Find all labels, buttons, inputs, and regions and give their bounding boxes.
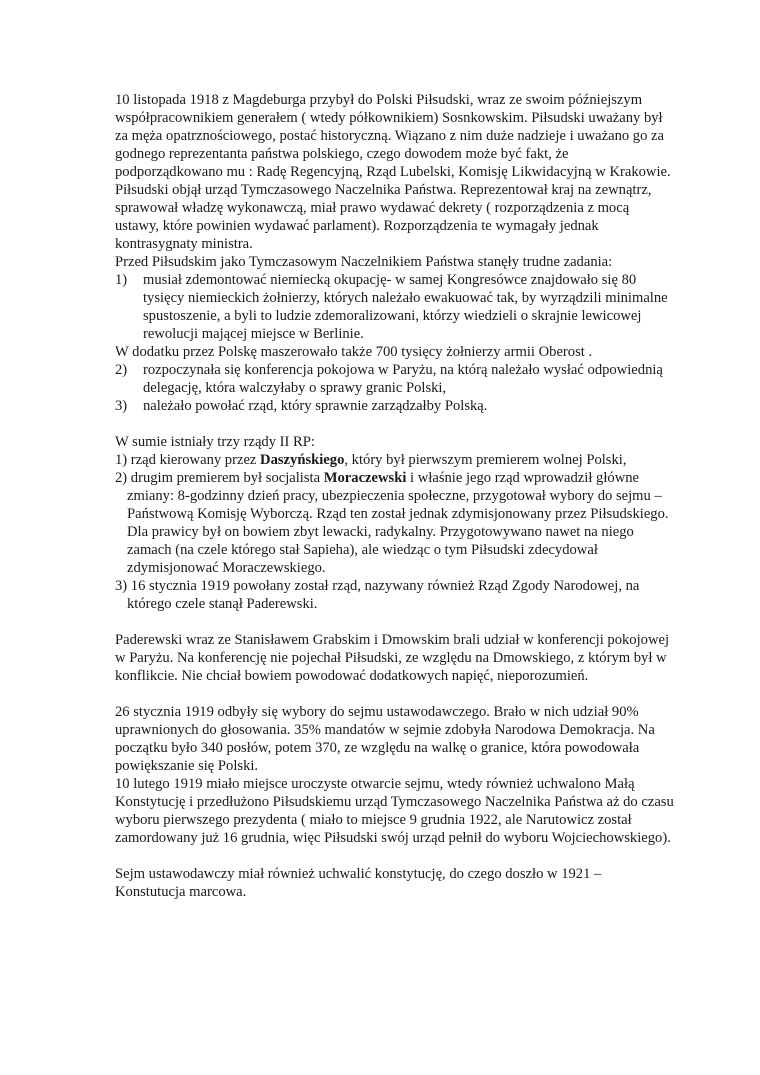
paragraph-oberost: W dodatku przez Polskę maszerowało także 700 tysięcy żołnierzy armii Oberost . xyxy=(115,344,593,360)
list-number: 3) xyxy=(115,398,128,414)
list-text: należało powołać rząd, który sprawnie zarządzałby Polską. xyxy=(143,398,488,414)
list-number: 1) xyxy=(115,272,128,288)
list-text: musiał zdemontować niemiecką okupację- w samej Kongresówce znajdowało się 80 tysięcy niemieckich żołnierzy, których należało ewakuować tak, by wyrządzili minimalne spustoszenie, a byli to ludzie zdemoralizowani, którzy wiedzieli o skrajnie lewicowej rewolucji mającej miejsce w Berlinie. xyxy=(143,272,668,342)
list-text: rozpoczynała się konferencja pokojowa w Paryżu, na którą należało wysłać odpowiednią delegację, która walczyłaby o sprawy granic Polski, xyxy=(143,362,663,396)
government-item-1 xyxy=(115,451,675,469)
blank-line xyxy=(115,685,675,703)
text-fragment: 1) rząd kierowany przez xyxy=(115,452,261,468)
paragraph-governments-intro: W sumie istniały trzy rządy II RP: xyxy=(115,434,315,450)
paragraph-sejm-opening: 10 lutego 1919 miało miejsce uroczyste otwarcie sejmu, wtedy również uchwalono Małą Konstytucję i przedłużono Piłsudskiemu urząd Tymczasowego Naczelnika Państwa aż do czasu wyboru pierwszego prezydenta ( miało to miejsce 9 grudnia 1922, ale Narutowicz został zamordowany już 16 grudnia, więc Piłsudski swój urząd pełnił do wyboru Wojciechowskiego). xyxy=(115,776,674,846)
paragraph-naczelnik: Piłsudski objął urząd Tymczasowego Naczelnika Państwa. Reprezentował kraj na zewnątrz, sprawował władzę wykonawczą, miał prawo wydawać dekrety ( rozporządzenia z mocą ustawy, które powinien wydawać parlament). Rozporządzenia te wymagały jednak kontrasygnaty ministra. xyxy=(115,182,652,252)
paragraph-arrival: 10 listopada 1918 z Magdeburga przybył do Polski Piłsudski, wraz ze swoim późniejszym współpracownikiem generałem ( wtedy półkownikiem) Sosnkowskim. Piłsudski uważany był za męża opatrznościowego, postać historyczną. Wiązano z nim duże nadzieje i uważano go za godnego reprezentanta państwa polskiego, czego dowodem może być fakt, że podporządkowano mu : Radę Regencyjną, Rząd Lubelski, Komisję Likwidacyjną w Krakowie. xyxy=(115,92,671,180)
task-item-2 xyxy=(115,361,675,397)
task-item-3 xyxy=(115,397,675,415)
document-page xyxy=(115,91,675,901)
list-number: 2) xyxy=(115,362,128,378)
government-item-2 xyxy=(115,469,675,577)
paragraph-paderewski: Paderewski wraz ze Stanisławem Grabskim i Dmowskim brali udział w konferencji pokojowej w Paryżu. Na konferencję nie pojechał Piłsudski, ze względu na Dmowskiego, z którym był w konflikcie. Nie chciał bowiem powodować dodatkowych napięć, nieporozumień. xyxy=(115,632,670,684)
paragraph-constitution: Sejm ustawodawczy miał również uchwalić konstytucję, do czego doszło w 1921 – Konstutucja marcowa. xyxy=(115,866,602,900)
blank-line xyxy=(115,847,675,865)
paragraph-elections: 26 stycznia 1919 odbyły się wybory do sejmu ustawodawczego. Brało w nich udział 90% uprawnionych do głosowania. 35% mandatów w sejmie zdobyła Narodowa Demokracja. Na początku było 340 posłów, potem 370, ze względu na walkę o granice, która powodowała powiększanie się Polski. xyxy=(115,704,655,774)
blank-line xyxy=(115,415,675,433)
text-fragment: , który był pierwszym premierem wolnej Polski, xyxy=(344,452,627,468)
text-fragment: 2) drugim premierem był socjalista xyxy=(115,470,324,486)
bold-name: Daszyńskiego xyxy=(260,452,345,468)
blank-line xyxy=(115,613,675,631)
bold-name: Moraczewski xyxy=(323,470,407,486)
government-item-3: 3) 16 stycznia 1919 powołany został rząd, nazywany również Rząd Zgody Narodowej, na którego czele stanął Paderewski. xyxy=(115,578,640,612)
paragraph-tasks-intro: Przed Piłsudskim jako Tymczasowym Naczelnikiem Państwa stanęły trudne zadania: xyxy=(115,254,613,270)
text-fragment: i właśnie jego rząd wprowadził główne zmiany: 8-godzinny dzień pracy, ubezpieczenia społeczne, przygotował wybory do sejmu – Państwową Komisję Wyborczą. Rząd ten został jednak zdymisjonowany przez Piłsudskiego. Dla prawicy był on bowiem zbyt lewacki, radykalny. Przygotowywano nawet na niego zamach (na czele którego stał Sapieha), ale wiedząc o tym Piłsudski zdecydował zdymisjonować Moraczewskiego. xyxy=(127,470,669,576)
task-item-1 xyxy=(115,271,675,343)
